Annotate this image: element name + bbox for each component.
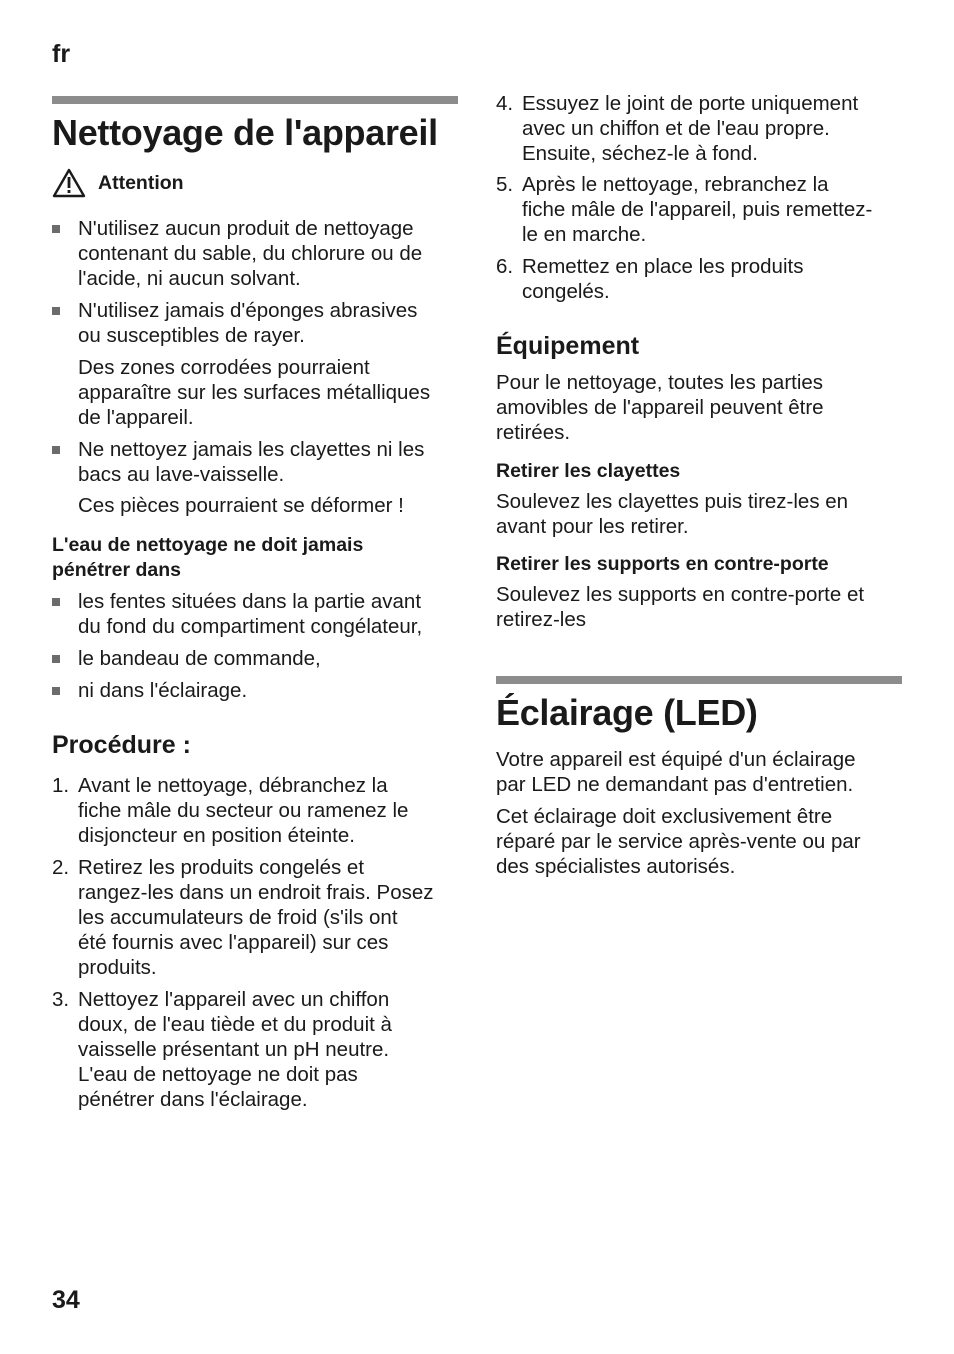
step-number: 4. (496, 92, 514, 115)
bullet-icon (52, 655, 60, 663)
equipment-paragraph (496, 370, 906, 445)
section-title: Éclairage (LED) (496, 692, 758, 733)
bullet-icon (52, 598, 60, 606)
text-line: fiche mâle de l'appareil, puis remettez- (522, 198, 873, 221)
text-line: pénétrer dans l'éclairage. (78, 1088, 308, 1111)
bullet-icon (52, 307, 60, 315)
text-line: bacs au lave-vaisselle. (78, 463, 285, 486)
step-number: 5. (496, 173, 514, 196)
text-line: Ces pièces pourraient se déformer ! (78, 494, 404, 517)
text-line: congelés. (522, 280, 610, 303)
text-line: Ne nettoyez jamais les clayettes ni les (78, 438, 425, 461)
text-line: ni dans l'éclairage. (78, 679, 248, 702)
text-line: retirées. (496, 421, 571, 444)
step-number: 2. (52, 856, 70, 879)
text-line: fiche mâle du secteur ou ramenez le (78, 799, 409, 822)
step-number: 3. (52, 988, 70, 1011)
note-paragraph (78, 355, 468, 430)
supports-heading: Retirer les supports en contre-porte (496, 553, 829, 575)
text-line: ou susceptibles de rayer. (78, 324, 305, 347)
step-number: 6. (496, 255, 514, 278)
text-line: pénétrer dans (52, 559, 181, 581)
text-line: doux, de l'eau tiède et du produit à (78, 1013, 392, 1036)
section-rule (496, 676, 902, 684)
shelves-paragraph (496, 489, 906, 539)
section-rule (52, 96, 458, 104)
text-line: avant pour les retirer. (496, 515, 689, 538)
text-line: N'utilisez jamais d'éponges abrasives (78, 299, 418, 322)
equipment-heading: Équipement (496, 332, 640, 360)
text-line: du fond du compartiment congélateur, (78, 615, 423, 638)
text-line: les accumulateurs de froid (s'ils ont (78, 906, 398, 929)
text-line: des spécialistes autorisés. (496, 855, 736, 878)
text-line: Des zones corrodées pourraient (78, 356, 370, 379)
text-line: Avant le nettoyage, débranchez la (78, 774, 388, 797)
text-line: L'eau de nettoyage ne doit jamais (52, 534, 364, 556)
text-line: Soulevez les supports en contre-porte et (496, 583, 865, 606)
subheading (52, 533, 462, 583)
text-line: par LED ne demandant pas d'entretien. (496, 773, 854, 796)
shelves-heading: Retirer les clayettes (496, 460, 681, 482)
text-line: contenant du sable, du chlorure ou de (78, 242, 423, 265)
text-line: de l'appareil. (78, 406, 194, 429)
warning-icon (52, 168, 86, 198)
text-line: disjoncteur en position éteinte. (78, 824, 355, 847)
text-line: rangez-les dans un endroit frais. Posez (78, 881, 434, 904)
text-line: le en marche. (522, 223, 647, 246)
text-line: réparé par le service après-vente ou par (496, 830, 861, 853)
text-line: Remettez en place les produits (522, 255, 804, 278)
text-line: Essuyez le joint de porte uniquement (522, 92, 859, 115)
text-line: Pour le nettoyage, toutes les parties (496, 371, 824, 394)
attention-notice (52, 168, 184, 198)
text-line: Après le nettoyage, rebranchez la (522, 173, 829, 196)
text-line: Nettoyez l'appareil avec un chiffon (78, 988, 390, 1011)
note-paragraph (78, 493, 468, 518)
text-line: Votre appareil est équipé d'un éclairage (496, 748, 856, 771)
text-line: Retirez les produits congelés et (78, 856, 365, 879)
text-line: vaisselle présentant un pH neutre. (78, 1038, 390, 1061)
led-paragraph (496, 747, 906, 797)
text-line: l'acide, ni aucun solvant. (78, 267, 301, 290)
text-line: été fournis avec l'appareil) sur ces (78, 931, 389, 954)
bullet-icon (52, 687, 60, 695)
led-paragraph (496, 804, 906, 879)
text-line: les fentes situées dans la partie avant (78, 590, 422, 613)
step-number: 1. (52, 774, 70, 797)
text-line: avec un chiffon et de l'eau propre. (522, 117, 830, 140)
bullet-icon (52, 446, 60, 454)
text-line: L'eau de nettoyage ne doit pas (78, 1063, 358, 1086)
procedure-heading: Procédure : (52, 731, 191, 759)
text-line: apparaître sur les surfaces métalliques (78, 381, 431, 404)
text-line: N'utilisez aucun produit de nettoyage (78, 217, 414, 240)
language-tag: fr (52, 40, 71, 68)
page-number: 34 (52, 1286, 80, 1314)
text-line: Ensuite, séchez-le à fond. (522, 142, 758, 165)
text-line: Soulevez les clayettes puis tirez-les en (496, 490, 849, 513)
text-line: le bandeau de commande, (78, 647, 321, 670)
text-line: produits. (78, 956, 157, 979)
supports-paragraph (496, 582, 906, 632)
bullet-icon (52, 225, 60, 233)
section-title: Nettoyage de l'appareil (52, 112, 438, 153)
text-line: amovibles de l'appareil peuvent être (496, 396, 824, 419)
text-line: Cet éclairage doit exclusivement être (496, 805, 833, 828)
attention-label: Attention (98, 171, 184, 194)
text-line: retirez-les (496, 608, 586, 631)
